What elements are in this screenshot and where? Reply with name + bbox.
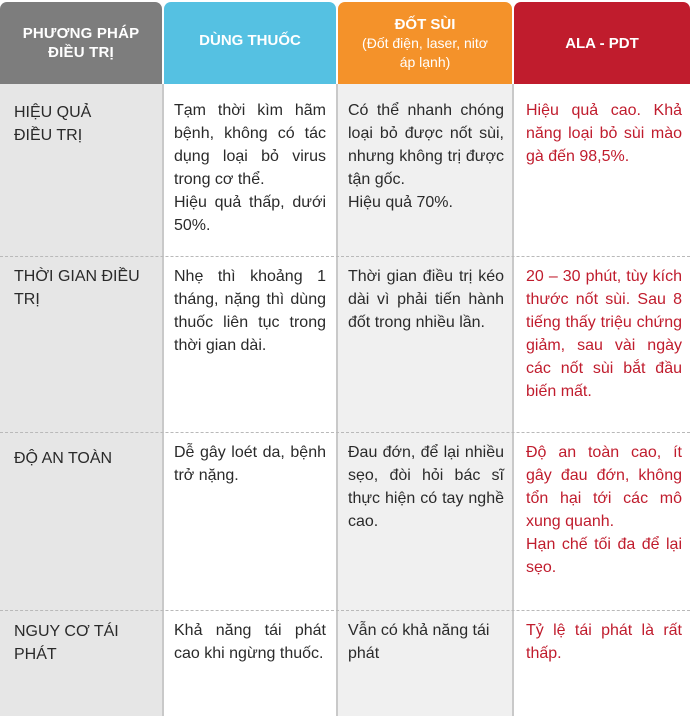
cell-burn-effectiveness [348,99,504,214]
cell-text: Dễ gây loét da, bệnh trở nặng. [174,444,326,484]
cell-text: Hiệu quả cao. Khả năng loại bỏ sùi mào gà đến 98,5%. [526,102,682,165]
header-medicine-label: DÙNG THUỐC [199,32,301,49]
cell-medicine-recurrence [174,619,326,665]
cell-medicine-effectiveness [174,99,326,237]
row-divider [0,432,690,433]
cell-text: Đau đớn, để lại nhiều sẹo, đòi hỏi bác sĩ thực hiện có tay nghề cao. [348,444,504,530]
cell-text: Khả năng tái phát cao khi ngừng thuốc. [174,622,326,662]
cell-burn-safety [348,441,504,533]
cell-text: Hạn chế tối đa để lại sẹo. [526,536,682,576]
cell-text: Có thể nhanh chóng loại bỏ được nốt sùi, nhưng không trị được tận gốc. [348,102,504,188]
row-label-recurrence: NGUY CƠ TÁI PHÁT [14,623,119,663]
row-label-duration: THỜI GIAN ĐIỀU TRỊ [14,268,140,308]
cell-medicine-safety [174,441,326,487]
cell-text: Độ an toàn cao, ít gây đau đớn, không tổn hại tới các mô xung quanh. [526,444,682,530]
cell-medicine-duration [174,265,326,357]
column-divider [336,84,338,716]
header-medicine [164,2,336,84]
row-label-safety: ĐỘ AN TOÀN [14,450,113,467]
cell-ala-duration [526,265,682,403]
cell-text: Hiệu quả thấp, dưới 50%. [174,194,326,234]
cell-text: Nhẹ thì khoảng 1 tháng, nặng thì dùng thuốc liên tục trong thời gian dài. [174,268,326,354]
cell-ala-recurrence [526,619,682,665]
header-ala-label: ALA - PDT [565,35,639,52]
cell-burn-recurrence [348,619,504,665]
cell-text: Tạm thời kìm hãm bệnh, không có tác dụng loại bỏ virus trong cơ thể. [174,102,326,188]
cell-text: Tỷ lệ tái phát là rất thấp. [526,622,682,662]
cell-text: 20 – 30 phút, tùy kích thước nốt sùi. Sau 8 tiếng thấy triệu chứng giảm, sau vài ngày các nốt sùi bắt đầu biến mất. [526,268,682,400]
cell-burn-duration [348,265,504,334]
cell-text: Vẫn có khả năng tái phát [348,622,490,662]
header-method-label: PHƯƠNG PHÁP ĐIỀU TRỊ [22,25,140,61]
header-burn-title: ĐỐT SÙI [394,15,456,33]
column-divider [512,84,514,716]
row-label-effectiveness: HIỆU QUẢ ĐIỀU TRỊ [14,104,92,144]
row-divider [0,256,690,257]
header-burn-subtitle: (Đốt điện, laser, nitơ áp lạnh) [362,34,488,70]
cell-text: Thời gian điều trị kéo dài vì phải tiến hành đốt trong nhiều lần. [348,268,504,331]
cell-text: Hiệu quả 70%. [348,194,453,211]
header-burn [338,2,512,84]
row-divider [0,610,690,611]
cell-ala-effectiveness [526,99,682,168]
column-divider [162,84,164,716]
cell-ala-safety [526,441,682,579]
header-ala [514,2,690,84]
header-method [0,2,162,84]
